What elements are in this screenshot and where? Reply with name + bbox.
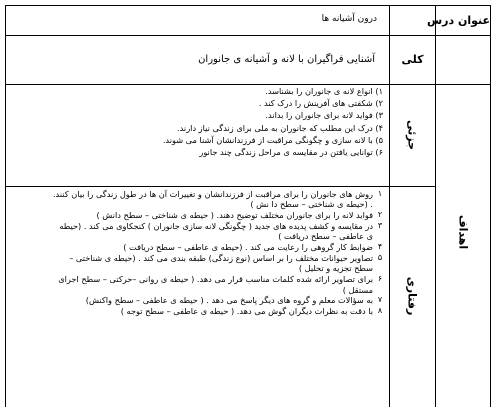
item-text-line: ی عاطفی – سطح دریافت ): [278, 231, 373, 242]
item-text-line: روش های جانوران را برای مراقبت از فرزندانشان و تغییرات آن ها در طول زندگی را بیان کنند.: [52, 189, 373, 199]
partial-goal-item: ۱) انواع لانه ی جانوران را بشناسد.: [265, 86, 383, 96]
behavioral-goal-item: [6, 210, 387, 220]
partial-goals-header: جزئی: [405, 119, 419, 151]
item-text-line: با دقت به نظرات دیگران گوش می دهد. ( حیطه ی عاطفی – سطح توجه ): [120, 306, 373, 317]
behavioral-goal-item: [6, 242, 387, 252]
behavioral-goal-item: [6, 295, 387, 305]
column-divider: [435, 5, 436, 407]
item-text-line: به سؤالات معلم و گروه های دیگر پاسخ می دهد . ( حیطه ی عاطفی – سطح واکنش): [85, 295, 373, 306]
item-number: ۶: [377, 274, 383, 284]
item-text-line: ضوابط کار گروهی را رعایت می کند . (حیطه ی عاطفی – سطح دریافت ): [123, 242, 373, 253]
item-number: ۱: [377, 189, 383, 198]
column-divider: [389, 186, 390, 407]
general-goal-value: آشنایی فراگیران با لانه و آشیانه ی جانوران: [198, 54, 375, 65]
title-value: درون آشیانه ها: [321, 14, 377, 24]
item-number: ۷: [377, 295, 383, 305]
behavioral-goal-item: [6, 274, 387, 295]
item-text-line: مستقل ): [342, 284, 373, 295]
item-number: ۵: [377, 253, 383, 262]
item-number: ۳: [377, 221, 383, 230]
behavioral-goal-item: [6, 306, 387, 316]
goals-header: اهداف: [456, 214, 470, 250]
title-header: عنوان درس: [426, 14, 490, 27]
partial-goal-item: ۳) فواید لانه برای جانوران را بداند.: [265, 110, 383, 121]
behavioral-goal-item: [6, 221, 387, 242]
behavioral-goals-header: رفتاری: [405, 276, 419, 316]
general-goal-header: کلی: [401, 53, 424, 66]
item-text-line: فواید لانه را برای جانوران مختلف توضیح دهند. ( حیطه ی شناختی – سطح دانش ): [96, 210, 373, 221]
behavioral-goal-item: [6, 189, 387, 210]
column-divider: [490, 5, 491, 407]
item-text-line: . (حیطه ی شناختی – سطح دا نش ): [250, 199, 373, 210]
partial-goal-item: ۲) شکفتی های آفرینش را درک کند .: [258, 98, 383, 109]
partial-goals-list: [6, 85, 389, 186]
item-text-line: تصاویر حیوانات مختلف را بر اساس (نوع زندگی) طبقه بندی می کند . (حیطه ی شناختی –: [69, 253, 373, 263]
behavioral-goal-item: [6, 253, 387, 274]
partial-goal-item: ۴) درک این مطلب که جانوران به ملی برای زندگی نیاز دارند.: [177, 122, 383, 133]
item-number: ۸: [377, 306, 383, 316]
column-divider: [389, 5, 390, 187]
item-number: ۲: [377, 210, 383, 220]
item-text-line: در مقایسه و کشف پدیده های جدید ( چگونگی لانه سازی جانوران ) کنجکاوی می کند . (حیطه: [59, 221, 373, 231]
partial-goal-item: ۶) توانایی یافتن در مقایسه ی مراحل زندگی چند جانور: [199, 147, 383, 158]
item-text-line: سطح تجزیه و تحلیل ): [298, 263, 373, 274]
partial-goal-item: ۵) با لانه سازی و چگونگی مراقبت از فرزندانشان آشنا می شوند.: [162, 134, 383, 145]
row-divider: [5, 186, 435, 187]
behavioral-goals-list: [6, 189, 389, 407]
item-text-line: برای تصاویر ارائه شده کلمات مناسب قرار می دهد. ( حیطه ی روانی –حرکتی – سطح اجرای: [58, 274, 373, 285]
item-number: ۴: [377, 242, 383, 252]
